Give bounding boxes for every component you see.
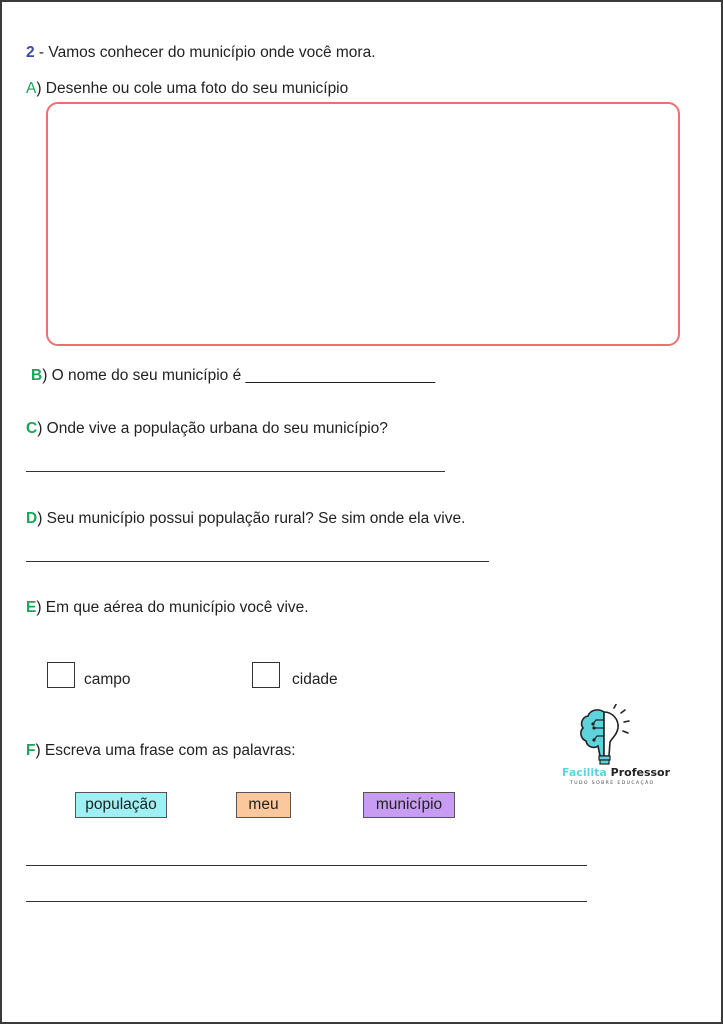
item-e-text: ) Em que aérea do município você vive.: [36, 599, 309, 616]
item-c: [26, 420, 388, 438]
item-f-letter: F: [26, 742, 36, 759]
drawing-area[interactable]: [46, 102, 680, 346]
checkbox-cidade[interactable]: [252, 662, 280, 688]
option-cidade-label: cidade: [292, 671, 338, 688]
answer-line-d[interactable]: [26, 561, 489, 562]
item-e-letter: E: [26, 599, 37, 616]
word-chip-municipio: município: [363, 792, 455, 818]
item-a-letter: A: [26, 80, 37, 97]
option-campo-label: campo: [84, 671, 131, 688]
item-d: [26, 510, 465, 528]
answer-line-f-2[interactable]: [26, 901, 587, 902]
question-separator: -: [34, 44, 49, 61]
word-chip-meu: meu: [236, 792, 291, 818]
logo-name-part2: Professor: [610, 766, 671, 779]
item-a-text: ) Desenhe ou cole uma foto do seu município: [36, 80, 349, 97]
checkbox-campo[interactable]: [47, 662, 75, 688]
brain-lightbulb-icon: [576, 704, 636, 766]
question-header: [26, 44, 376, 62]
item-d-letter: D: [26, 510, 38, 527]
item-c-text: ) Onde vive a população urbana do seu município?: [37, 420, 388, 437]
item-a: [26, 80, 348, 98]
word-chip-populacao: população: [75, 792, 167, 818]
logo-tagline: TUDO SOBRE EDUCAÇÃO: [570, 781, 655, 786]
item-b: [31, 367, 435, 385]
item-d-text: ) Seu município possui população rural? Se sim onde ela vive.: [37, 510, 466, 527]
answer-line-c[interactable]: [26, 471, 445, 472]
question-title: Vamos conhecer do município onde você mora.: [48, 44, 376, 61]
logo-name: [562, 766, 670, 779]
item-f-text: ) Escreva uma frase com as palavras:: [35, 742, 296, 759]
item-c-letter: C: [26, 420, 38, 437]
item-f: [26, 742, 296, 760]
answer-line-f-1[interactable]: [26, 865, 587, 866]
item-b-text: ) O nome do seu município é ______________________: [42, 367, 436, 384]
facilita-professor-logo: [562, 704, 671, 788]
question-number: 2: [26, 44, 35, 61]
item-e: [26, 599, 309, 617]
logo-name-part1: Facilita: [562, 766, 607, 779]
item-b-letter: B: [31, 367, 43, 384]
